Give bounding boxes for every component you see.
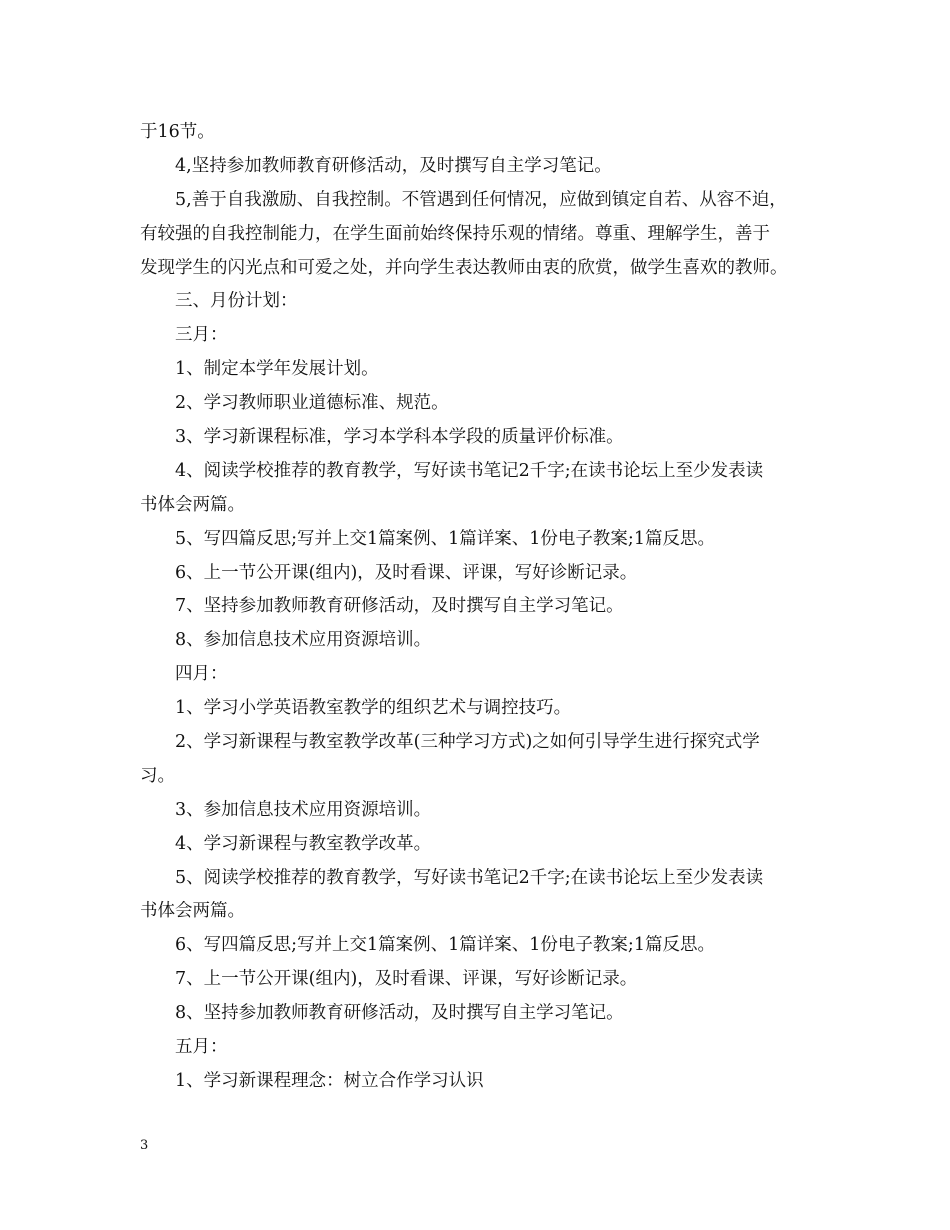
text-line: 三月： [175,325,228,346]
text-line: 习。 [140,765,175,786]
text-line: 1、制定本学年发展计划。 [175,359,379,380]
text-line: 4、学习新课程与教室教学改革。 [175,833,432,854]
text-line: 5、写四篇反思;写并上交1篇案例、1篇详案、1份电子教案;1篇反思。 [175,528,715,549]
text-line: 8、参加信息技术应用资源培训。 [175,630,432,651]
text-line: 6、写四篇反思;写并上交1篇案例、1篇详案、1份电子教案;1篇反思。 [175,935,715,956]
document-body [140,116,820,1099]
text-line: 7、坚持参加教师教育研修活动，及时撰写自主学习笔记。 [175,596,624,617]
text-line: 书体会两篇。 [140,901,245,922]
text-line: 五月： [175,1037,228,1058]
page-number: 3 [140,1138,149,1153]
text-line: 1、学习小学英语教室教学的组织艺术与调控技巧。 [175,698,572,719]
text-line: 2、学习新课程与教室教学改革(三种学习方式)之如何引导学生进行探究式学 [175,732,760,753]
text-line: 8、坚持参加教师教育研修活动，及时撰写自主学习笔记。 [175,1003,624,1024]
text-line: 7、上一节公开课(组内)，及时看课、评课，写好诊断记录。 [175,969,638,990]
text-line: 有较强的自我控制能力，在学生面前始终保持乐观的情绪。尊重、理解学生，善于 [140,223,770,244]
text-line: 发现学生的闪光点和可爱之处，并向学生表达教师由衷的欣赏，做学生喜欢的教师。 [140,257,788,278]
text-line: 书体会两篇。 [140,494,245,515]
text-line: 5,善于自我激励、自我控制。不管遇到任何情况，应做到镇定自若、从容不迫， [175,189,787,210]
text-line: 于16节。 [140,122,215,142]
text-line: 3、学习新课程标准，学习本学科本学段的质量评价标准。 [175,427,624,448]
text-line: 4、阅读学校推荐的教育教学，写好读书笔记2千字;在读书论坛上至少发表读 [175,460,764,481]
text-line: 三、月份计划： [175,291,298,312]
text-line: 6、上一节公开课(组内)，及时看课、评课，写好诊断记录。 [175,562,638,583]
text-line: 3、参加信息技术应用资源培训。 [175,799,432,820]
text-line: 2、学习教师职业道德标准、规范。 [175,393,449,414]
text-line: 5、阅读学校推荐的教育教学，写好读书笔记2千字;在读书论坛上至少发表读 [175,867,764,888]
text-line: 1、学习新课程理念：树立合作学习认识 [175,1070,484,1091]
text-line: 四月： [175,664,228,685]
text-line: 4,坚持参加教师教育研修活动，及时撰写自主学习笔记。 [175,155,612,176]
